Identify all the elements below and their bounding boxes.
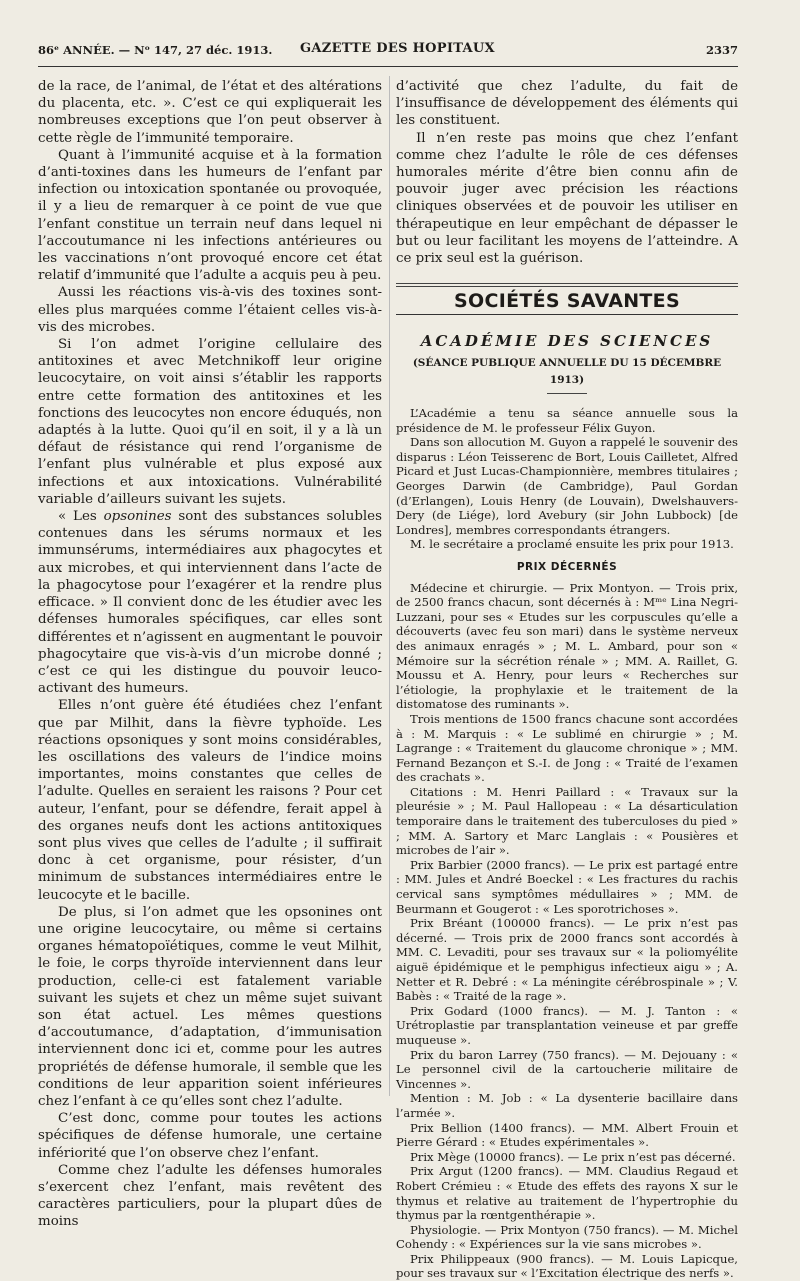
section-rule (396, 314, 738, 315)
prize-entry: Prix Godard (1000 francs). — M. J. Tanton : « Urétroplastie par transplantation veineuse et par greffe muqueuse ». (396, 1003, 738, 1047)
paragraph: Elles n’ont guère été étudiées chez l’enfant que par Milhit, dans la fièvre typhoïde. Les réactions opsoniques y sont moins considérables, les oscillations des valeurs de l’indice moins importantes, moins constantes que celles de l’adulte. Quelles en seraient les raisons ? Pour cet auteur, l’enfant, pour se défendre, ferait appel à des organes neufs dont les actions antitoxiques sont plus vives que celles de l’adulte ; il suffirait donc à cet organisme, pour résister, d’un minimum de substances intermédiaires entre le leucocyte et le bacille. (38, 698, 382, 903)
session-report (396, 406, 738, 1281)
emphasis-term: opsonines (103, 509, 172, 525)
prize-entry: Prix Philippeaux (900 francs). — M. Louis Lapicque, pour ses travaux sur « l’Excitation électrique des nerfs ». (396, 1251, 738, 1281)
paragraph-text: sont des substances solubles contenues dans les sérums normaux et les immunsérums, intermédiaires aux phagocytes et aux microbes, et qui interviennent dans l’acte de la phagocytose pour l’exagérer et la rendre plus efficace. » Il convient donc de les étudier avec les défenses humorales spécifiques, car elles sont différentes et n’agissent en augmentant le pouvoir phagocytaire que vis-à-vis d’un microbe donné ; c’est ce qui les distingue du pouvoir leuco-activant des humeurs. (38, 509, 382, 697)
left-column (38, 78, 382, 1231)
prize-entry: Trois mentions de 1500 francs chacune sont accordées à : M. Marquis : « Le sublimé en chirurgie » ; M. Lagrange : « Traitement du glaucome chronique » ; MM. Fernand Bezançon et S.-I. de Jong : « Traité de l’examen des crachats ». (396, 711, 738, 785)
prize-entry: Prix Barbier (2000 francs). — Le prix est partagé entre : MM. Jules et André Boeckel : « Les fractures du rachis cervical sans symptômes médullaires » ; MM. de Beurmann et Gougerot : « Les sporotrichoses ». (396, 857, 738, 916)
prize-entry: Prix Argut (1200 francs). — MM. Claudius Regaud et Robert Crémieu : « Etude des effets des rayons X sur le thymus et relative au traitement de l’hypertrophie du thymus par la rœntgenthérapie ». (396, 1164, 738, 1223)
paragraph: Il n’en reste pas moins que chez l’enfant comme chez l’adulte le rôle de ces défenses humorales mérite d’être bien connu afin de pouvoir juger avec précision les réactions cliniques observées et de pouvoir les utiliser en thérapeutique en leur empêchant de dépasser le but ou leur facilitant les moyens de l’atteindre. A ce prix seul est la guérison. (396, 130, 738, 267)
paragraph: Aussi les réactions vis-à-vis des toxines sont-elles plus marquées comme l’étaient celles vis-à-vis des microbes. (38, 285, 382, 335)
page-number: 2337 (705, 43, 738, 57)
prize-entry: Médecine et chirurgie. — Prix Montyon. — Trois prix, de 2500 francs chacun, sont décernés à : Mᵐᵉ Lina Negri-Luzzani, pour ses « Etudes sur les corpuscules qu’elle a découverts (avec feu son mari) dans le système nerveux des animaux enragés » ; M. L. Ambard, pour son « Mémoire sur la sécrétion rénale » ; MM. A. Raillet, G. Moussu et A. Henry, pour leurs « Recherches sur l’étiologie, la prophylaxie et le traitement de la distomatose des ruminants ». (396, 580, 738, 712)
paragraph: De plus, si l’on admet que les opsonines ont une origine leucocytaire, ou même si certains organes hématopoïétiques, comme le veut Milhit, le foie, le corps thyroïde interviennent dans leur production, celle-ci est fatalement variable suivant les sujets et chez un même sujet suivant son état actuel. Les mêmes questions d’accoutumance, d’adaptation, d’immunisation interviennent donc ici et, comme pour les autres propriétés de défense humorale, il semble que les conditions de leur apparition soient inférieures chez l’enfant à ce qu’elles sont chez l’adulte. (38, 904, 382, 1109)
prize-entry: Prix du baron Larrey (750 francs). — M. Dejouany : « Le personnel civil de la cartoucherie militaire de Vincennes ». (396, 1047, 738, 1091)
paragraph: L’Académie a tenu sa séance annuelle sous la présidence de M. le professeur Félix Guyon. (396, 406, 738, 435)
paragraph: C’est donc, comme pour toutes les actions spécifiques de défense humorale, une certaine infériorité que l’on observe chez l’enfant. (38, 1111, 382, 1161)
paragraph: de la race, de l’animal, de l’état et des altérations du placenta, etc. ». C’est ce qui expliquerait les nombreuses exceptions que l’on peut observer à cette règle de l’immunité temporaire. (38, 79, 382, 146)
prize-entry: Prix Bréant (100000 francs). — Le prix n’est pas décerné. — Trois prix de 2000 francs sont accordés à MM. C. Levaditi, pour ses travaux sur « la poliomyélite aiguë épidémique et le pemphigus infectieux aigu » ; A. Netter et R. Debré : « La méningite cérébrospinale » ; V. Babès : « Traité de la rage ». (396, 916, 738, 1004)
page-header (38, 40, 738, 60)
short-rule (547, 393, 587, 394)
prize-entry: Citations : M. Henri Paillard : « Travaux sur la pleurésie » ; M. Paul Hallopeau : « La désarticulation temporaire dans le traitement des tuberculoses du pied » ; MM. A. Sartory et Marc Langlais : « Pousières et microbes de l’air ». (396, 784, 738, 858)
prize-entry: Mention : M. Job : « La dysenterie bacillaire dans l’armée ». (396, 1091, 738, 1120)
section-title: SOCIÉTÉS SAVANTES (454, 290, 680, 313)
issue-info: 86ᵉ ANNÉE. — Nᵒ 147, 27 déc. 1913. (38, 43, 273, 57)
paragraph: Comme chez l’adulte les défenses humorales s’exercent chez l’enfant, mais revêtent des caractères particuliers, pour la plupart dûes de moins (38, 1162, 382, 1230)
opsonines-paragraph (38, 508, 382, 697)
paragraph: M. le secrétaire a proclamé ensuite les prix pour 1913. (410, 537, 734, 552)
right-column (396, 78, 738, 1281)
paragraph: Dans son allocution M. Guyon a rappelé le souvenir des disparus : Léon Teisserenc de Bort, Louis Cailletet, Alfred Picard et Just Lucas-Championnière, membres titulaires ; Georges Darwin (de Cambridge), Paul Gordan (d’Erlangen), Louis Henry (de Louvain), Dwelshauvers-Dery (de Liége), lord Avebury (sir John Lubbock) [de Londres], membres correspondants étrangers. (396, 435, 738, 537)
paragraph: d’activité que chez l’adulte, du fait de l’insuffisance de développement des éléments qui les constituent. (396, 79, 738, 129)
prize-entry: Prix Bellion (1400 francs). — MM. Albert Frouin et Pierre Gérard : « Etudes expérimentales ». (396, 1120, 738, 1150)
prize-entry: Physiologie. — Prix Montyon (750 francs). — M. Michel Cohendy : « Expériences sur la vie sans microbes ». (396, 1222, 738, 1252)
prizes-heading: PRIX DÉCERNÉS (516, 560, 618, 573)
academy-subtitle: (SÉANCE PUBLIQUE ANNUELLE DU 15 DÉCEMBRE 1913) (412, 356, 722, 386)
academy-title: ACADÉMIE DES SCIENCES (420, 332, 714, 351)
header-rule (38, 66, 738, 67)
column-divider (389, 76, 390, 1096)
paragraph: Si l’on admet l’origine cellulaire des antitoxines et avec Metchnikoff leur origine leucocytaire, on voit ainsi s’établir les rapports entre cette formation des antitoxines et les fonctions des leucocytes non encore éduqués, non adaptés à la lutte. Quoi qu’il en soit, il y a là un défaut de résistance qui rend l’organisme de l’enfant plus vulnérable et plus exposé aux infections et aux intoxications. Vulnérabilité variable d’ailleurs suivant les sujets. (38, 337, 382, 507)
paragraph-text: « Les (58, 509, 104, 525)
prize-entry: Prix Mège (10000 francs). — Le prix n’est pas décerné. (410, 1149, 736, 1164)
paragraph: Quant à l’immunité acquise et à la formation d’anti-toxines dans les humeurs de l’enfant par infection ou intoxication spontanée ou provoquée, il y a lieu de remarquer à ce point de vue que l’enfant constitue un terrain neuf dans lequel ni l’accoutumance ni les infections antérieures ou les vaccinations n’ont provoqué encore cet état relatif d’immunité que l’adulte a acquis peu à peu. (38, 147, 382, 284)
section-rule (396, 283, 738, 287)
journal-title: GAZETTE DES HOPITAUX (300, 41, 495, 56)
